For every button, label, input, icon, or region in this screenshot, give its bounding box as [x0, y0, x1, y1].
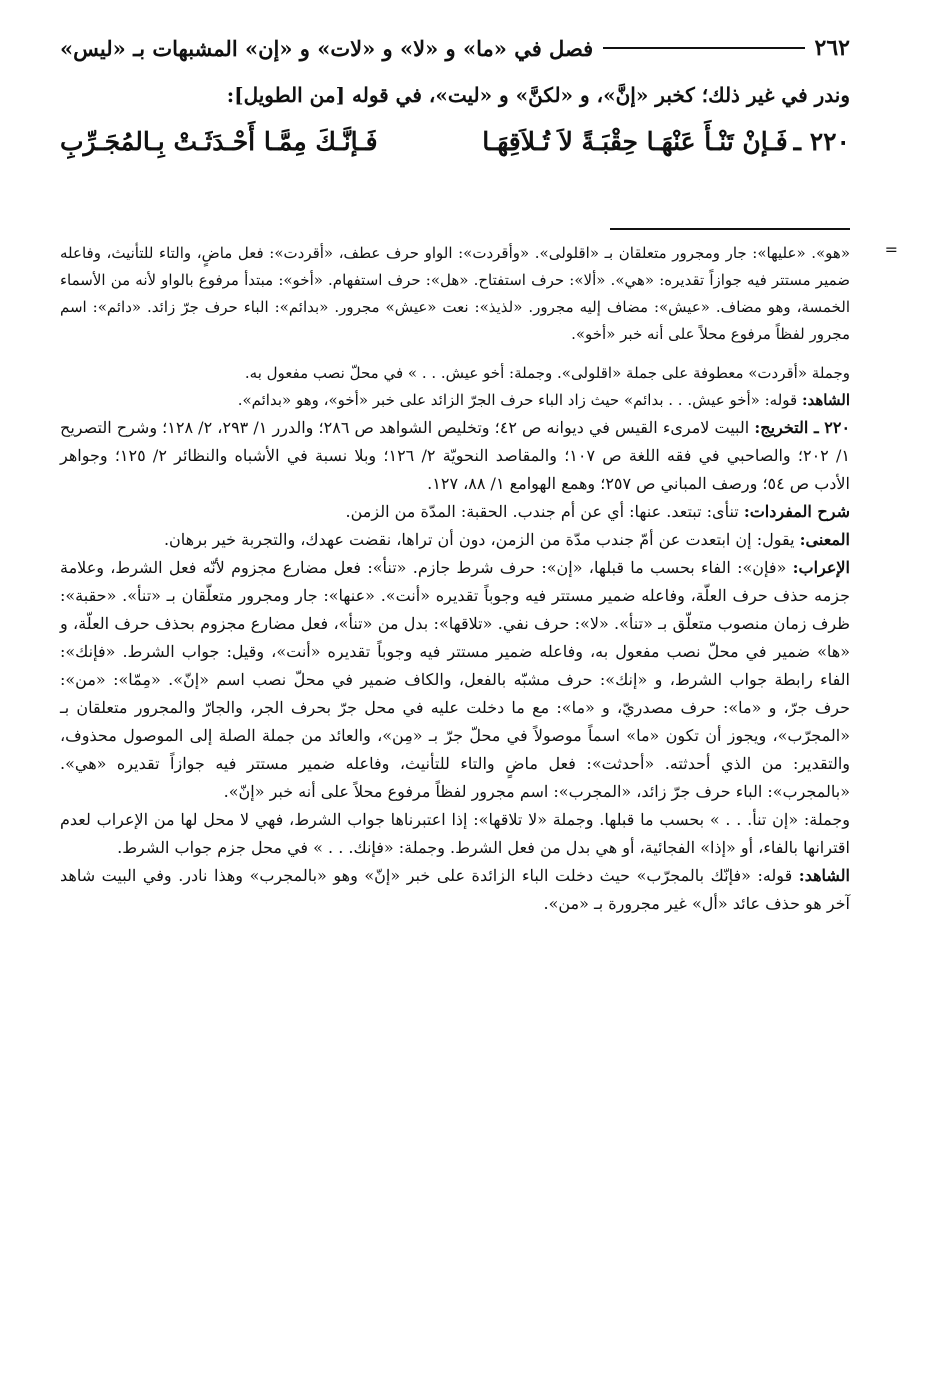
page-number: ٢٦٢ — [814, 35, 850, 61]
irab-paragraph — [60, 554, 850, 806]
mufradat-text: تنأى: تبتعد. عنها: أي عن أم جندب. الحقبة: المدّة من الزمن. — [345, 502, 739, 521]
shahid-paragraph — [60, 862, 850, 918]
irab-label: الإعراب: — [792, 558, 850, 577]
footnote-continuation — [60, 240, 898, 414]
footnote-shahid-text: قوله: «أخو عيش. . . بدائم» حيث زاد الباء حرف الجرّ الزائد على خبر «أخو»، وهو «بدائم». — [237, 391, 798, 409]
footnote-irab-continued: «هو». «عليها»: جار ومجرور متعلقان بـ «اقلولى». «وأقردت»: الواو حرف عطف، «أقردت»: فعل ماضٍ، والتاء للتأنيث، وفاعله ضمير مستتر فيه جوازاً تقديره: «هي». «ألا»: حرف استفتاح. «هل»: حرف استفهام. «أخو»: مبتدأ مرفوع بالواو لأنه من الأسماء الخمسة، وهو مضاف. «عيش»: مضاف إليه مجرور. «لذيذ»: نعت «عيش» مجرور. «بدائم»: الباء حرف جرّ زائد. «دائم»: اسم مجرور لفظاً مرفوع محلاً على أنه خبر «أخو». — [60, 244, 850, 343]
verse-220 — [60, 122, 850, 162]
takhrij-text: البيت لامرىء القيس في ديوانه ص ٤٢؛ وتخليص الشواهد ص ٢٨٦؛ والدرر ١/ ٢٩٣، ٢/ ١٢٨؛ وشرح التصريح ١/ ٢٠٢؛ والصاحبي في فقه اللغة ص ١٠٧؛ والمقاصد النحويّة ٢/ ١٢٦؛ وبلا نسبة في الأشباه والنظائر ٢/ ١٢٥؛ وجواهر الأدب ص ٥٤؛ ورصف المباني ص ٢٥٧؛ وهمع الهوامع ١/ ٨٨، ١٢٧. — [60, 418, 850, 493]
verse-number: ٢٢٠ ـ — [793, 127, 850, 156]
mufradat-paragraph — [60, 498, 850, 526]
mufradat-label: شرح المفردات: — [743, 502, 850, 521]
verse-first-hemistich: فَـإنْ تَنْـأَ عَنْهَـا حِقْبَـةً لاَ تُـلاَقِهَـا — [482, 127, 788, 156]
header-rule — [603, 47, 804, 49]
footnote-sentences: وجملة «أقردت» معطوفة على جملة «اقلولى». وجملة: أخو عيش. . . » في محلّ نصب مفعول به. — [244, 364, 850, 382]
shahid-label: الشاهد: — [798, 866, 850, 885]
takhrij-label: ٢٢٠ ـ التخريج: — [754, 418, 851, 437]
chapter-title: فصل في «ما» و «لا» و «لات» و «إن» المشبهات بـ «ليس» — [60, 35, 594, 61]
irab-text: «فإن»: الفاء بحسب ما قبلها، «إن»: حرف شرط جازم. «تنأ»: فعل مضارع مجزوم لأنّه فعل الشرط، وعلامة جزمه حذف حرف العلّة، وفاعله ضمير مستتر فيه وجوباً تقديره «أنت». «عنها»: جار ومجرور متعلّقان بـ «تنأ». «حقبة»: ظرف زمان منصوب متعلّق بـ «تنأ». «لا»: حرف نفي. «تلاقها»: بدل من «تنأ»، فعل مضارع مجزوم بحذف حرف العلّة، و «ها» ضمير في محلّ نصب مفعول به، وفاعله ضمير مستتر فيه وجوباً تقديره «أنت»، وقيل: جواب الشرط. «فإنك»: الفاء رابطة جواب الشرط، و «إنك»: حرف مشبّه بالفعل، والكاف ضمير في محلّ نصب اسم «إنّ». «مِمّا»: «من»: حرف جرّ، و «ما»: حرف مصدريّ، و «ما»: مع ما دخلت عليه في محل جرّ بحرف الجر، والجارّ والمجرور متعلقان بـ «المجرّب»، ويجوز أن تكون «ما» اسماً موصولاً في محلّ جرّ بـ «مِن»، والعائد من جملة الصلة إلى الموصول محذوف، والتقدير: من الذي أحدثته. «أحدثت»: فعل ماضٍ والتاء للتأنيث، وفاعله ضمير مستتر فيه جوازاً تقديره «هي». «بالمجرب»: الباء حرف جرّ زائد، «المجرب»: اسم مجرور لفظاً مرفوع محلاً على أنه خبر «إنّ». — [60, 558, 851, 801]
shahid-text: قوله: «فإنّك بالمجرّب» حيث دخلت الباء الزائدة على خبر «إنّ» وهو «بالمجرب» وهذا نادر. وفي البيت شاهد آخر هو حذف عائد «أل» غير مجرورة بـ «من». — [60, 866, 850, 913]
footnote-separator — [610, 228, 850, 230]
book-page — [59, 30, 898, 1350]
footnote-shahid — [60, 387, 850, 414]
running-header — [60, 30, 850, 66]
jumal-paragraph: وجملة: «إن تنأ. . . » بحسب ما قبلها. وجملة «لا تلاقها»: إذا اعتبرناها جواب الشرط، فهي لا محل لها من الإعراب لعدم اقترانها بالفاء، أو «إذا» الفجائية، أو هي بدل من فعل الشرط. وجملة: «فإنك. . . » في محل جزم جواب الشرط. — [60, 810, 851, 857]
intro-text: وندر في غير ذلك؛ كخبر «إنَّ»، و «لكنَّ» و «ليت»، في قوله [من الطويل]: — [226, 83, 850, 107]
maana-label: المعنى: — [799, 530, 850, 549]
footnote-shahid-label: الشاهد: — [801, 391, 850, 409]
maana-paragraph — [60, 526, 850, 554]
takhrij-paragraph — [60, 414, 850, 498]
verse-second-hemistich: فَـإنَّـكَ مِمَّـا أَحْـدَثَـتْ بِـالمُجَـرِّبِ — [59, 127, 378, 156]
continuation-mark: = — [884, 240, 898, 259]
maana-text: يقول: إن ابتعدت عن أمّ جندب مدّة من الزمن، دون أن تراها، نقضت عهدك، والتجربة خير برهان. — [163, 530, 795, 549]
